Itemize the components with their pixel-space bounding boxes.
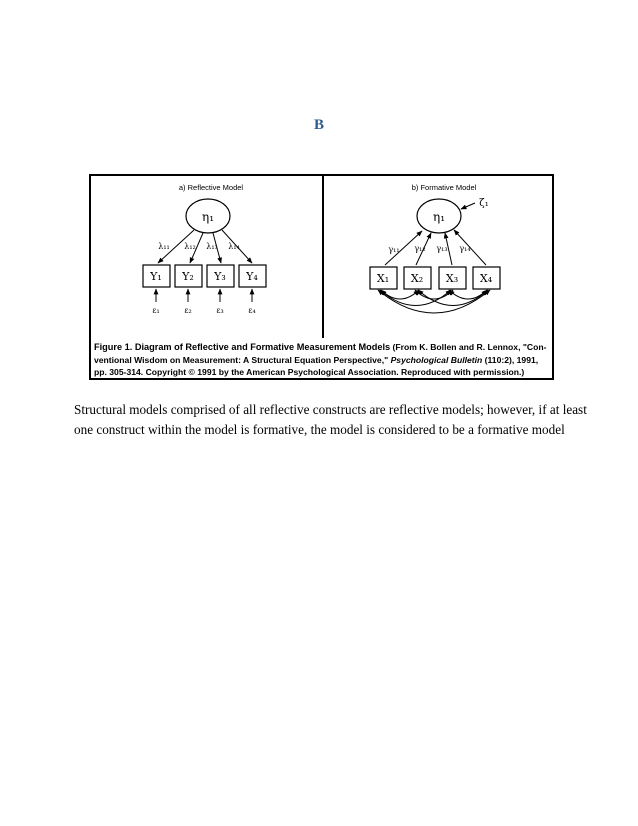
left-loading-4: λ₁₄ [228, 242, 240, 251]
body-paragraph [74, 400, 587, 439]
right-indicator-4: X₄ [479, 272, 493, 285]
panel-divider [322, 176, 324, 338]
left-indicator-3: Y₃ [214, 270, 226, 283]
measurement-models-figure [89, 174, 554, 380]
body-line-2: one construct within the model is formative, the model is considered to be a formative model [74, 421, 565, 437]
right-weight-2: γ₁₂ [414, 244, 426, 253]
left-error-4: ε₄ [248, 306, 256, 315]
caption-part-1: (From K. Bollen and R. Lennox, "Con-ventional Wisdom on Measurement: A Structural Equation Perspective," [94, 342, 547, 365]
section-letter: B [313, 117, 324, 133]
right-weight-4: γ₁₄ [459, 244, 471, 253]
left-loading-2: λ₁₂ [184, 242, 196, 251]
right-weight-1: γ₁₁ [388, 245, 400, 254]
caption-lead: Figure 1. Diagram of Reflective and Formative Measurement Models [94, 342, 391, 352]
right-panel-title: b) Formative Model [411, 183, 477, 192]
right-weight-3: γ₁₃ [436, 244, 448, 253]
left-indicator-2: Y₂ [182, 270, 194, 283]
body-line-1: Structural models comprised of all reflective constructs are reflective models; however, if at least [74, 402, 587, 417]
left-indicator-1: Y₁ [150, 270, 162, 283]
left-loading-1: λ₁₁ [158, 242, 170, 251]
covariance-arc-x2-x3 [415, 290, 453, 299]
left-panel-title: a) Reflective Model [178, 183, 244, 192]
disturbance-label: ζ₁ [479, 198, 489, 209]
caption-journal: Psychological Bulletin [390, 354, 483, 365]
right-indicator-3: X₃ [445, 272, 459, 285]
left-error-2: ε₂ [184, 306, 192, 315]
left-loading-3: λ₁₃ [206, 242, 218, 251]
right-indicator-2: X₂ [410, 272, 424, 285]
right-latent-label: η₁ [433, 210, 445, 224]
left-error-3: ε₃ [216, 306, 224, 315]
covariance-arc-x1-x2 [381, 290, 419, 299]
left-indicator-4: Y₄ [246, 270, 258, 283]
left-error-1: ε₁ [152, 306, 160, 315]
figure-caption [94, 341, 549, 379]
left-latent-label: η₁ [202, 210, 214, 224]
disturbance-arrow [461, 203, 475, 209]
right-indicator-1: X₁ [376, 272, 390, 285]
covariance-arc-x3-x4 [449, 290, 487, 299]
caption-part-2: (110:2), 1991, pp. 305-314. Copyright © 1991 by the American Psychological Association. Reproduced with permission.) [94, 354, 539, 378]
covariance-arcs [378, 290, 490, 313]
